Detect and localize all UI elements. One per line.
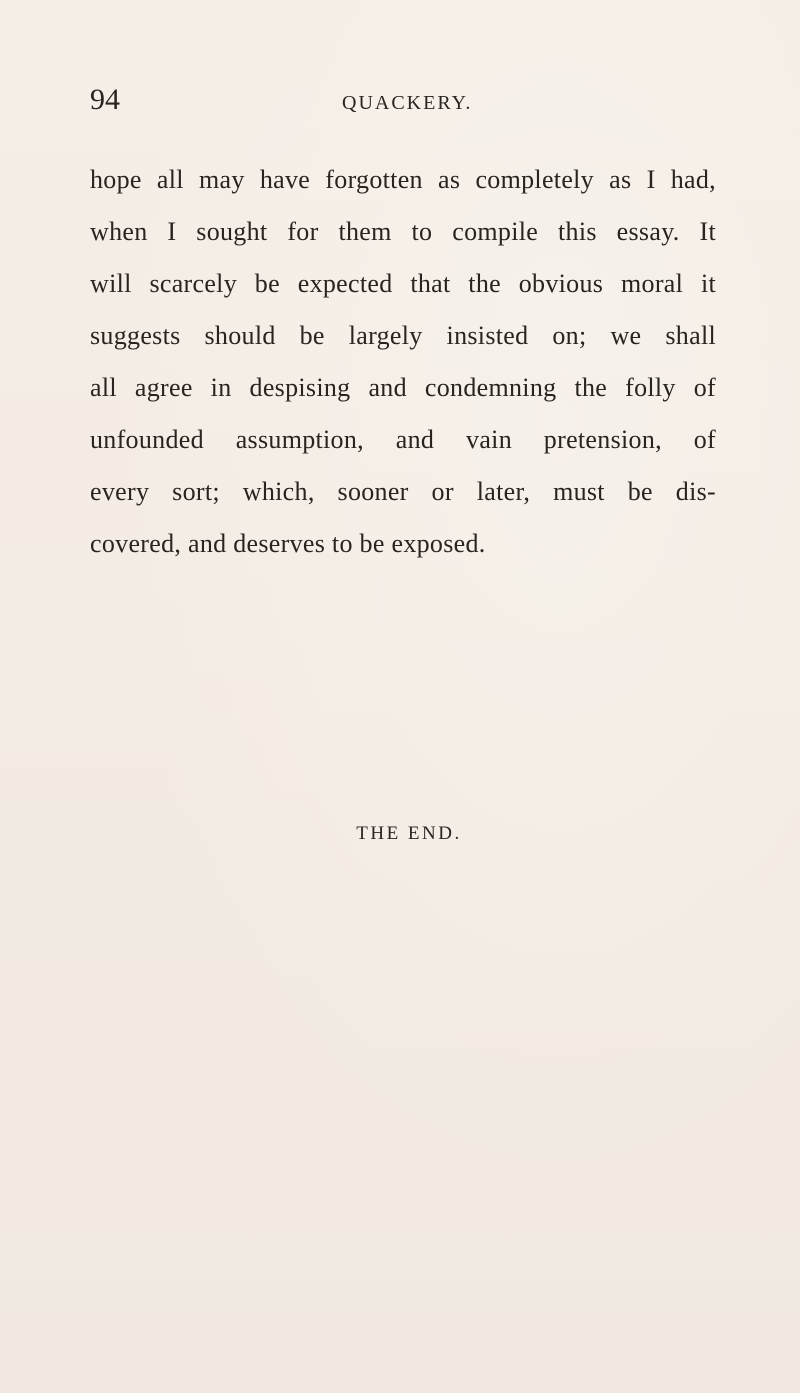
running-head — [90, 82, 710, 122]
the-end-heading: THE END. — [356, 823, 462, 844]
text-line: covered, and deserves to be exposed. — [90, 529, 486, 558]
text-line: every sort; which, sooner or later, must be dis- — [90, 477, 716, 506]
text-line: all agree in despising and condemning the folly of — [90, 373, 716, 402]
text-line: hope all may have forgotten as completely as I had, — [90, 165, 716, 194]
running-title: QUACKERY. — [342, 92, 473, 114]
text-line: when I sought for them to compile this essay. It — [90, 217, 716, 246]
text-line: suggests should be largely insisted on; we shall — [90, 321, 716, 350]
page-number: 94 — [90, 83, 120, 116]
text-line: will scarcely be expected that the obvious moral it — [90, 269, 716, 298]
body-paragraph — [90, 154, 716, 570]
text-line: unfounded assumption, and vain pretension, of — [90, 425, 716, 454]
